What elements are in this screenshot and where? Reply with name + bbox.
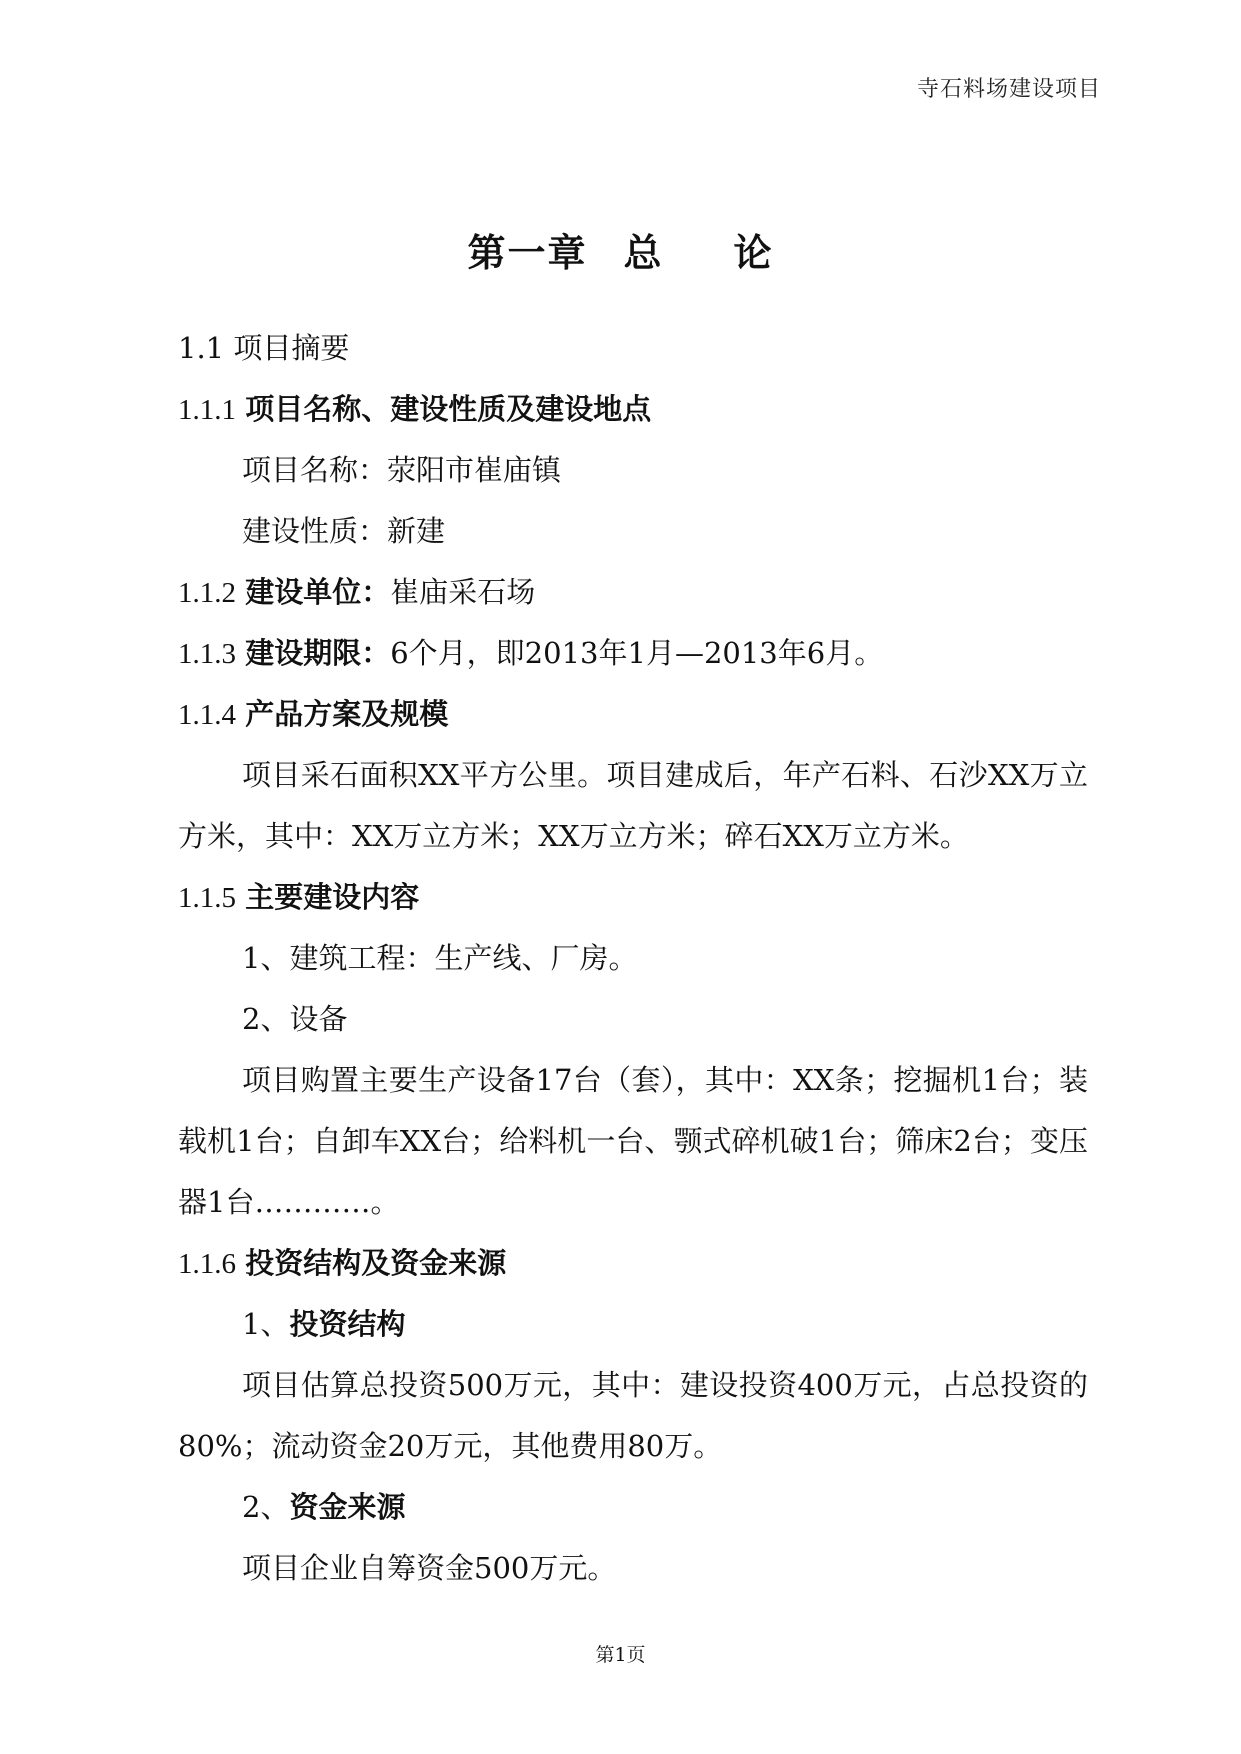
document-body <box>178 318 1088 1599</box>
section-number: 1.1.5 <box>178 882 236 914</box>
section-1-1-6-heading <box>178 1233 1088 1294</box>
section-title: 建设单位： <box>245 575 391 609</box>
investment-paragraph: 项目估算总投资500万元，其中：建设投资400万元，占总投资的80%；流动资金20万元，其他费用80万。 <box>178 1368 1088 1463</box>
fund-source-heading <box>178 1477 1088 1538</box>
construction-item-1: 1、建筑工程：生产线、厂房。 <box>242 941 638 975</box>
section-1-1-3-line <box>178 623 1088 684</box>
section-title: 项目名称、建设性质及建设地点 <box>245 392 652 426</box>
subsection-title: 资金来源 <box>289 1490 406 1524</box>
equipment-paragraph: 项目购置主要生产设备17台（套），其中：XX条；挖掘机1台；装载机1台；自卸车XX台；给料机一台、颚式碎机破1台；筛床2台；变压器1台…………。 <box>178 1063 1088 1219</box>
section-title: 主要建设内容 <box>245 880 420 914</box>
project-name-line: 项目名称：荥阳市崔庙镇 <box>242 453 562 487</box>
section-number: 1.1.4 <box>178 699 236 731</box>
page-number: 第1页 <box>595 1644 646 1666</box>
section-number: 1.1.2 <box>178 577 236 609</box>
product-scale-paragraph: 项目采石面积XX平方公里。项目建成后，年产石料、石沙XX万立方米，其中：XX万立方米；XX万立方米；碎石XX万立方米。 <box>178 758 1088 853</box>
chapter-title-word2: 论 <box>733 231 774 275</box>
section-1-1-5-heading <box>178 867 1088 928</box>
investment-structure-heading <box>178 1294 1088 1355</box>
fund-source-paragraph: 项目企业自筹资金500万元。 <box>242 1551 617 1585</box>
section-value: 崔庙采石场 <box>390 575 536 609</box>
section-value: 6个月，即2013年1月—2013年6月。 <box>390 636 884 670</box>
construction-nature-line: 建设性质：新建 <box>242 514 446 548</box>
subsection-number: 2、 <box>242 1490 290 1524</box>
section-1-1-heading: 1.1 项目摘要 <box>178 331 350 365</box>
section-title: 产品方案及规模 <box>245 697 449 731</box>
page-header: 寺石料场建设项目 <box>916 77 1101 102</box>
section-1-1-4-heading <box>178 684 1088 745</box>
section-number: 1.1.3 <box>178 638 236 670</box>
section-1-1-1-heading <box>178 379 1088 440</box>
section-1-1-2-line <box>178 562 1088 623</box>
subsection-number: 1、 <box>242 1307 290 1341</box>
construction-item-2: 2、设备 <box>242 1002 348 1036</box>
section-number: 1.1.1 <box>178 394 236 426</box>
chapter-title <box>0 222 1241 277</box>
subsection-title: 投资结构 <box>289 1307 406 1341</box>
chapter-title-word1: 总 <box>623 231 664 275</box>
section-title: 建设期限： <box>245 636 391 670</box>
section-number: 1.1.6 <box>178 1248 236 1280</box>
section-title: 投资结构及资金来源 <box>245 1246 507 1280</box>
chapter-title-number: 第一章 <box>467 231 588 275</box>
